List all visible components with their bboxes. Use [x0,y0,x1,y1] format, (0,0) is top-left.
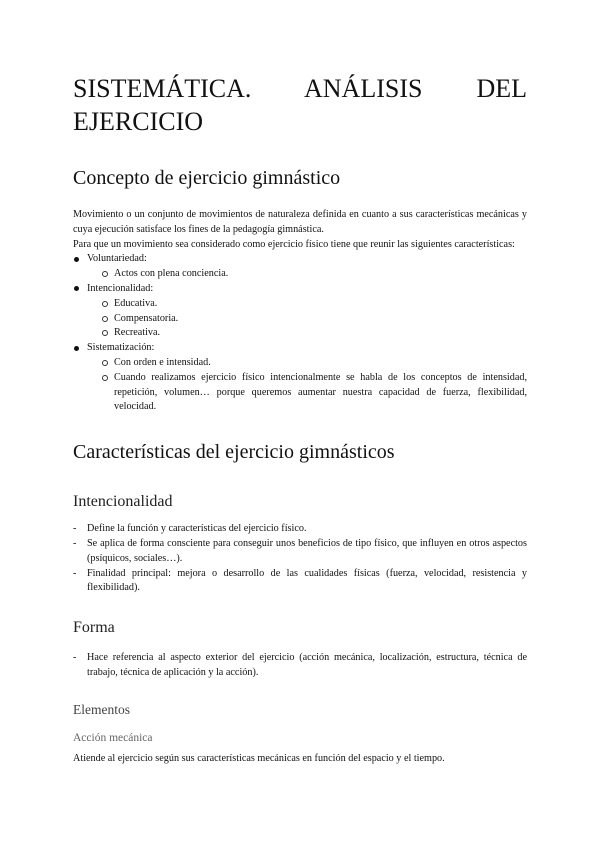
sub-list [87,356,527,415]
sub-list-item: Actos con plena conciencia. [87,267,527,282]
document-title-line-2: EJERCICIO [73,107,203,136]
list-item [73,252,527,282]
heading-intencionalidad: Intencionalidad [73,493,173,511]
sub-list [87,297,527,341]
list-item: - Finalidad principal: mejora o desarrollo de las cualidades físicas (fuerza, velocidad, resistencia y flexibilidad). [73,567,527,597]
heading-elementos: Elementos [73,701,130,717]
paragraph-accion-mecanica: Atiende al ejercicio según sus características mecánicas en función del espacio y el tiempo. [73,752,445,764]
list-item [73,282,527,341]
bullet-label-sistematizacion: Sistematización: [87,342,155,354]
sub-list-item: Cuando realizamos ejercicio físico intencionalmente se habla de los conceptos de intensidad, repetición, volumen… porque queremos aumentar nuestra capacidad de fuerza, flexibilidad, velocidad. [87,371,527,415]
intencionalidad-list [73,522,527,596]
paragraph-definition: Movimiento o un conjunto de movimientos de naturaleza definida en cuanto a sus características mecánicas y cuya ejecución satisface los fines de la pedagogía gimnástica. [73,209,527,235]
sub-list-item: Recreativa. [87,326,527,341]
document-title-line-1: SISTEMÁTICA. ANÁLISIS DEL [73,74,527,103]
heading-forma: Forma [73,619,115,637]
bullet-label-voluntariedad: Voluntariedad: [87,253,147,265]
heading-accion-mecanica: Acción mecánica [73,731,153,744]
heading-caracteristicas: Características del ejercicio gimnásticos [73,441,395,464]
list-item: - Define la función y características del ejercicio físico. [73,522,527,537]
list-item [73,341,527,415]
list-item: - Hace referencia al aspecto exterior del ejercicio (acción mecánica, localización, estructura, técnica de trabajo, técnica de aplicación y la acción). [73,651,527,681]
forma-list [73,651,527,681]
sub-list-item: Educativa. [87,297,527,312]
sub-list-item: Compensatoria. [87,312,527,327]
heading-concepto: Concepto de ejercicio gimnástico [73,167,341,189]
list-item: - Se aplica de forma consciente para conseguir unos beneficios de tipo físico, que influyen en otros aspectos (psíquicos, sociales…). [73,537,527,567]
sub-list-item: Con orden e intensidad. [87,356,527,371]
sub-list [87,267,527,282]
document-title [73,72,527,138]
paragraph-requirements: Para que un movimiento sea considerado como ejercicio físico tiene que reunir las siguientes características: [73,238,515,250]
document-content [73,72,527,767]
characteristics-list [73,252,527,415]
bullet-label-intencionalidad: Intencionalidad: [87,282,154,294]
